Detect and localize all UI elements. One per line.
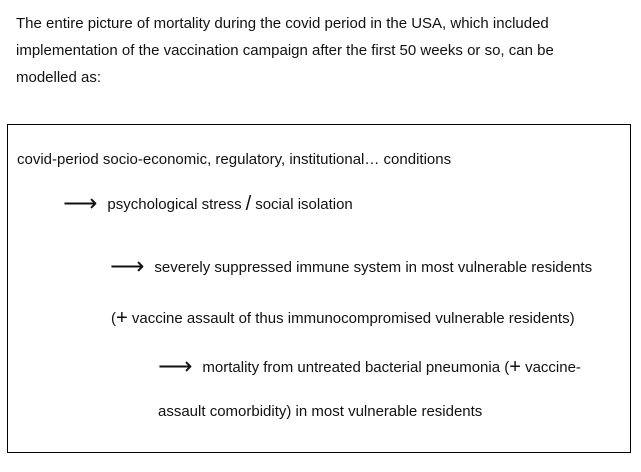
vaccine-text: vaccine assault of thus immunocompromised vulnerable residents) <box>127 310 575 327</box>
isolation-text: social isolation <box>255 196 353 213</box>
model-comorbidity-line <box>158 403 482 420</box>
intro-line: modelled as: <box>16 69 102 86</box>
immune-text: severely suppressed immune system in most vulnerable residents <box>154 259 593 276</box>
right-arrow-icon: ⟶ <box>63 189 98 217</box>
mortality-vaccine-text: vaccine- <box>520 359 581 376</box>
plus-symbol: + <box>116 307 128 329</box>
causal-model-box <box>7 124 631 453</box>
intro-line: The entire picture of mortality during the covid period in the USA, which included <box>16 15 549 32</box>
mortality-text: mortality from untreated bacterial pneumonia ( <box>202 359 510 376</box>
model-immune-line <box>110 254 592 278</box>
vaccine-open-paren: ( <box>111 310 116 327</box>
model-conditions-line <box>17 151 451 168</box>
right-arrow-icon: ⟶ <box>110 252 145 280</box>
conditions-text: covid-period socio-economic, regulatory, institutional… conditions <box>17 151 452 168</box>
intro-paragraph <box>16 10 626 91</box>
model-stress-line <box>63 191 353 216</box>
stress-text: psychological stress <box>107 196 242 213</box>
model-vaccine-line <box>111 307 575 330</box>
slash-symbol: / <box>245 193 252 215</box>
right-arrow-icon: ⟶ <box>158 352 193 380</box>
model-mortality-line <box>158 354 581 379</box>
plus-symbol: + <box>509 356 521 378</box>
comorbidity-text: assault comorbidity) in most vulnerable residents <box>158 403 483 420</box>
intro-line: implementation of the vaccination campaign after the first 50 weeks or so, can be <box>16 42 554 59</box>
